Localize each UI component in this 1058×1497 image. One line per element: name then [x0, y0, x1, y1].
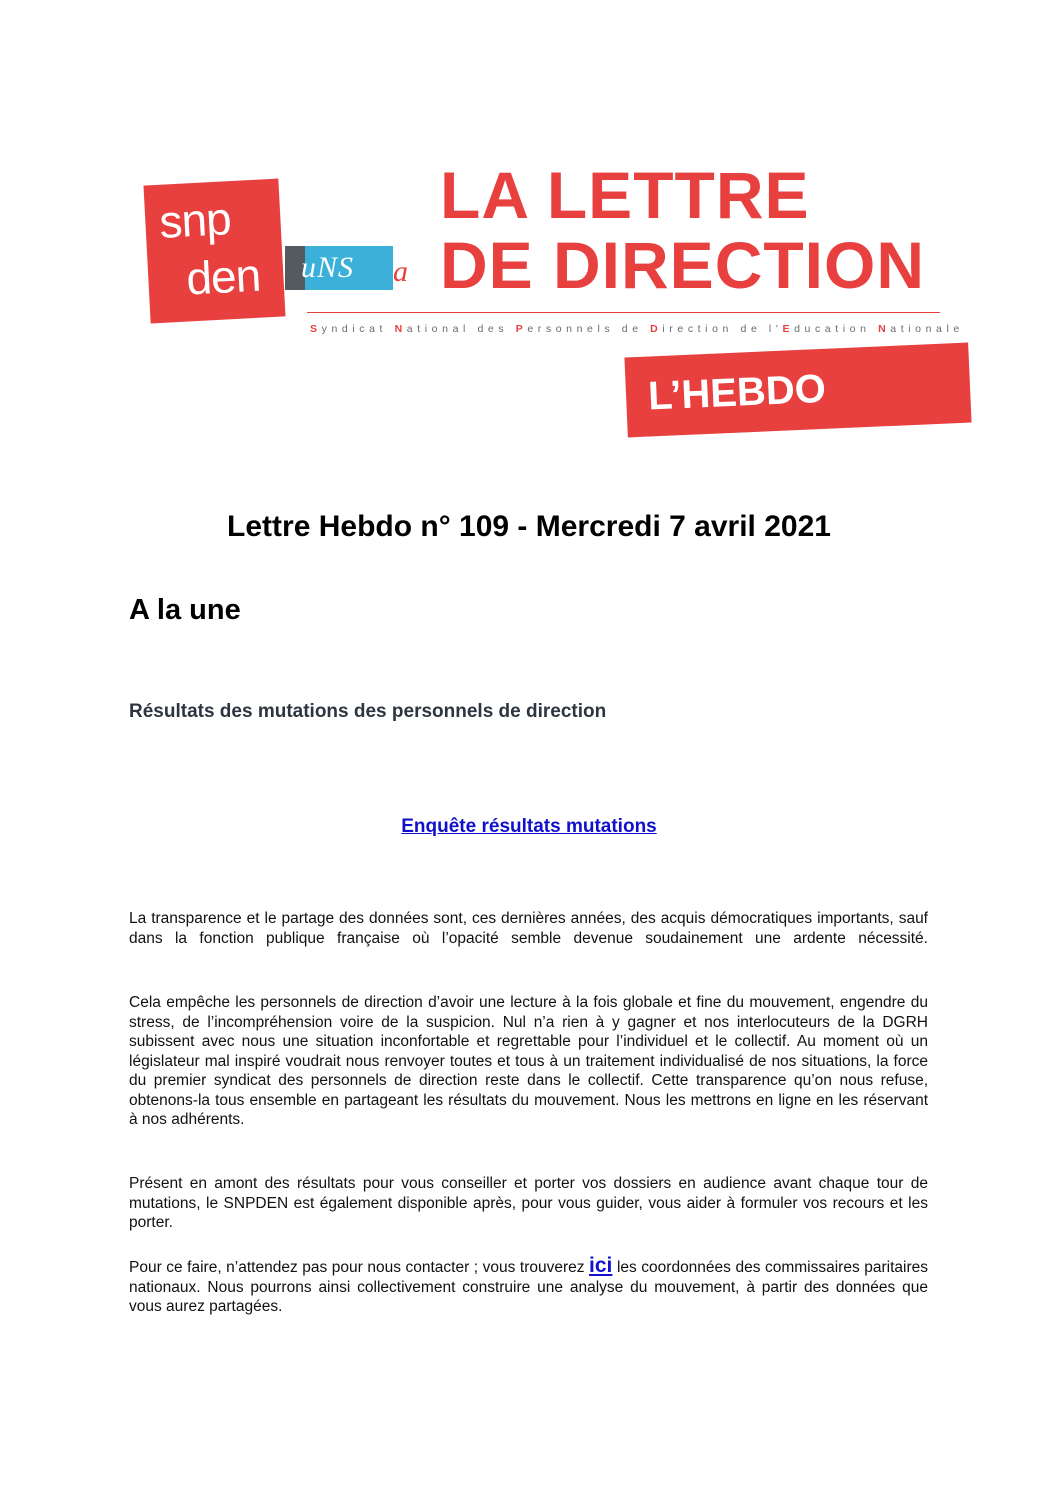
paragraph-transparency: La transparence et le partage des données sont, ces dernières années, des acquis démocratiques importants, sauf dans la fonction publique française où l’opacité semble devenue soudainement une ardente nécessité. [129, 910, 928, 947]
subtitle-initial: P [515, 323, 528, 335]
contacts-link[interactable]: ici [589, 1254, 613, 1277]
subtitle-part: ational des [406, 323, 516, 335]
subtitle-initial: D [650, 323, 663, 335]
logo-den-text: den [185, 248, 262, 305]
masthead-line-2: DE DIRECTION [440, 228, 926, 302]
masthead-line-1: LA LETTRE [440, 158, 810, 232]
hebdo-badge-label: L’HEBDO [647, 366, 827, 419]
paragraph-collective: Cela empêche les personnels de direction d’avoir une lecture à la fois globale et fine du mouvement, engendre du stress, de l’incompréhension voire de la suspicion. Nul n’a rien à y gagner et nos interlocuteurs de la DGRH subissent avec nous une situation inconfortable et regrettable pour l’individuel et le collectif. Au moment où un législateur mal inspiré voudrait nous renvoyer toutes et tous à un traitement individualisé de nos situations, la force du premier syndicat des personnels de direction reste dans le collectif. Cette transparence qu’on nous refuse, obtenons-la tous ensemble en partageant les résultats du mouvement. Nous les mettrons en ligne en les réservant à nos adhérents. [129, 994, 928, 1128]
hebdo-badge [624, 343, 971, 438]
snpden-logo [143, 179, 285, 324]
survey-link[interactable]: Enquête résultats mutations [401, 816, 657, 837]
subtitle-initial: S [310, 323, 322, 335]
subtitle-initial: N [878, 323, 891, 335]
paragraph-contact [129, 1256, 928, 1317]
subtitle-initial: N [394, 323, 407, 335]
survey-link-wrapper [0, 814, 1058, 840]
subtitle-part: irection de l' [662, 323, 783, 335]
logo-snp-text: snp [158, 192, 232, 248]
union-full-name [310, 323, 964, 335]
paragraph-contact-start: Pour ce faire, n’attendez pas pour nous contacter ; vous trouverez [129, 1259, 590, 1276]
unsa-a-letter: a [393, 255, 408, 288]
subtitle-part: ducation [794, 323, 879, 335]
paragraph-support: Présent en amont des résultats pour vous conseiller et porter vos dossiers en audience avant chaque tour de mutations, le SNPDEN est également disponible après, pour vous guider, vous aider à formuler vos recours et les porter. [129, 1175, 928, 1231]
article-title: Résultats des mutations des personnels de direction [129, 701, 607, 722]
unsa-logo [285, 246, 410, 290]
section-title: A la une [129, 594, 241, 626]
unsa-text: uNS [301, 251, 355, 284]
subtitle-part: ersonnels de [527, 323, 651, 335]
issue-title: Lettre Hebdo n° 109 - Mercredi 7 avril 2021 [227, 510, 831, 543]
paragraph-contact-end: les coordonnées des commissaires paritaires nationaux. Nous pourrons ainsi collectivement construire une analyse du mouvement, à partir des données que vous aurez partagées. [129, 1259, 928, 1315]
subtitle-part: yndicat [321, 323, 395, 335]
masthead-rule [307, 312, 940, 313]
subtitle-initial: E [782, 323, 795, 335]
masthead-title [440, 160, 925, 300]
subtitle-part: ationale [890, 323, 964, 335]
